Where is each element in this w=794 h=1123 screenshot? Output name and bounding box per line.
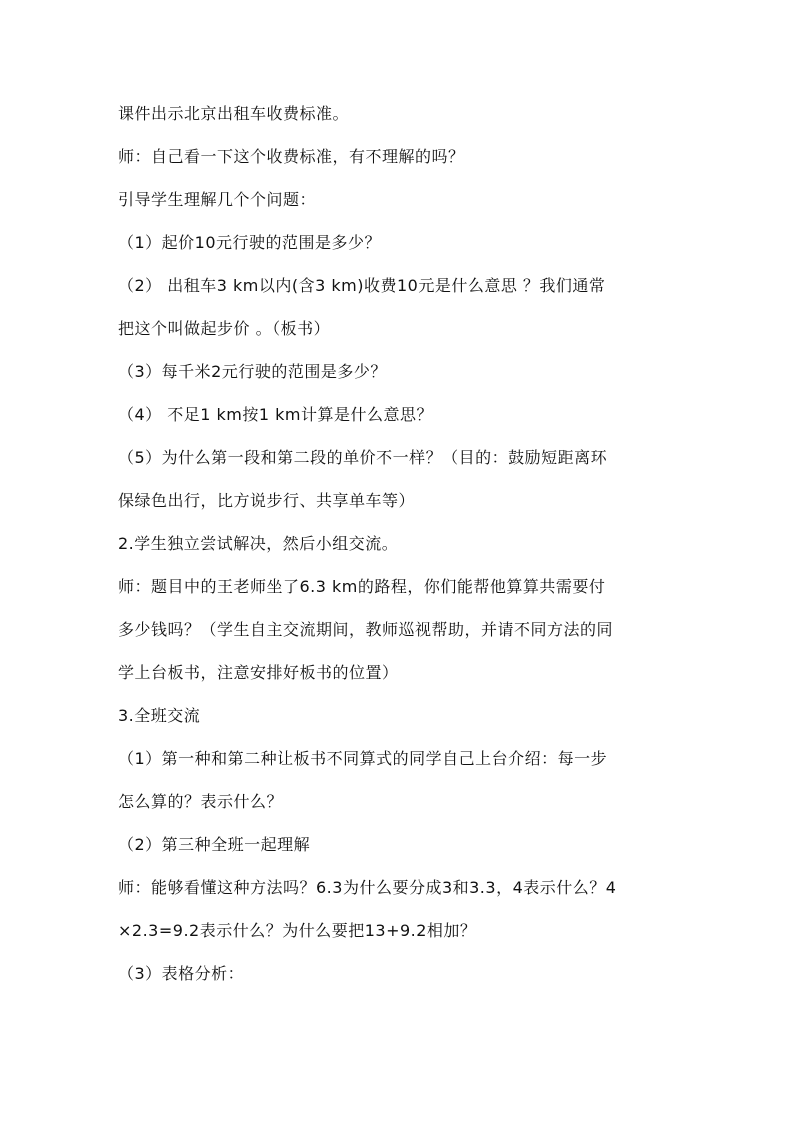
line-question-3: （3）每千米2元行驶的范围是多少？ [118, 362, 387, 381]
line-intro: 课件出示北京出租车收费标准。 [118, 104, 350, 123]
line-step-2: 2.学生独立尝试解决，然后小组交流。 [118, 534, 399, 553]
line-exchange-1-cont: 怎么算的？表示什么？ [118, 792, 284, 811]
line-teacher-method-cont: ×2.3=9.2表示什么？为什么要把13+9.2相加？ [118, 921, 477, 940]
line-question-5: （5）为什么第一段和第二段的单价不一样？（目的：鼓励短距离环 [118, 448, 608, 467]
line-step-3: 3.全班交流 [118, 706, 201, 725]
line-question-4: （4） 不足1 km按1 km计算是什么意思？ [118, 405, 434, 424]
line-exchange-1: （1）第一种和第二种让板书不同算式的同学自己上台介绍：每一步 [118, 749, 608, 768]
line-teacher-question: 师：自己看一下这个收费标准，有不理解的吗？ [118, 147, 465, 166]
line-teacher-problem-cont-2: 学上台板书，注意安排好板书的位置） [118, 663, 399, 682]
line-guide: 引导学生理解几个个问题： [118, 190, 317, 209]
line-teacher-problem-cont: 多少钱吗？（学生自主交流期间，教师巡视帮助，并请不同方法的同 [118, 620, 614, 639]
line-teacher-problem: 师：题目中的王老师坐了6.3 km的路程，你们能帮他算算共需要付 [118, 577, 606, 596]
line-teacher-method: 师：能够看懂这种方法吗？6.3为什么要分成3和3.3，4表示什么？4 [118, 878, 617, 897]
line-question-1: （1）起价10元行驶的范围是多少？ [118, 233, 382, 252]
line-question-5-cont: 保绿色出行，比方说步行、共享单车等） [118, 491, 416, 510]
line-question-2-cont: 把这个叫做起步价 。（板书） [118, 319, 331, 338]
line-exchange-3: （3）表格分析： [118, 964, 245, 983]
line-exchange-2: （2）第三种全班一起理解 [118, 835, 311, 854]
line-question-2: （2） 出租车3 km以内(含3 km)收费10元是什么意思 ？我们通常 [118, 276, 606, 295]
